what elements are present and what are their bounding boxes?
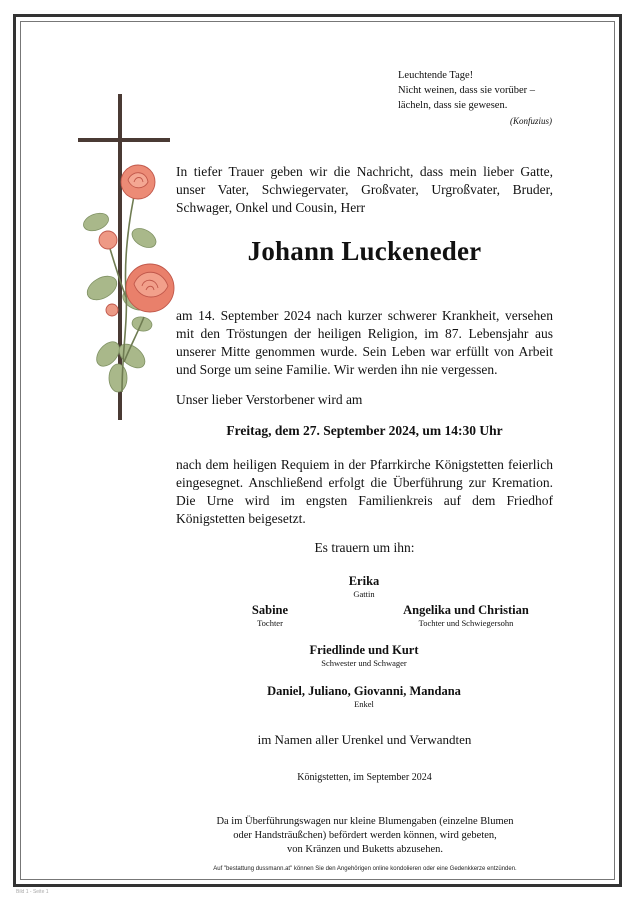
mourner-entry: [210, 603, 330, 629]
mourner-name: Angelika und Christian: [403, 603, 529, 617]
mourner-entry: [304, 574, 424, 600]
flower-notice: [175, 815, 555, 857]
mourner-name: Friedlinde und Kurt: [309, 643, 419, 657]
mourner-name: Daniel, Juliano, Giovanni, Mandana: [267, 684, 461, 698]
mourner-relation: Tochter: [257, 618, 283, 628]
mourner-relation: Schwester und Schwager: [321, 658, 407, 668]
mourner-name: Erika: [348, 574, 380, 588]
quote-line: Leuchtende Tage!: [398, 70, 474, 81]
mourner-relation: Enkel: [354, 699, 374, 709]
service-date: Freitag, dem 27. September 2024, um 14:30 Uhr: [226, 423, 503, 438]
remembrance-line: im Namen aller Urenkel und Verwandten: [257, 732, 472, 747]
quote-line: Nicht weinen, dass sie vorüber –: [398, 85, 536, 96]
intro-text: In tiefer Trauer geben wir die Nachricht, dass mein lieber Gatte, unser Vater, Schwiegervater, Großvater, Urgroßvater, Bruder, Schwager, Onkel und Cousin, Herr: [176, 164, 553, 215]
farewell-intro: Unser lieber Verstorbener wird am: [176, 392, 363, 407]
quote-line: lächeln, dass sie gewesen.: [398, 100, 508, 111]
cross-with-roses-icon: [78, 92, 188, 422]
notice-line: oder Handsträußchen) befördert werden können, wird gebeten,: [233, 830, 497, 841]
mourner-name: Sabine: [251, 603, 289, 617]
deceased-name: Johann Luckeneder: [247, 236, 482, 266]
quote-block: [398, 68, 588, 129]
notice-line: Da im Überführungswagen nur kleine Blumengaben (einzelne Blumen: [216, 816, 514, 827]
mourner-entry: [220, 684, 508, 710]
mourner-entry: [366, 603, 566, 629]
death-text: am 14. September 2024 nach kurzer schwerer Krankheit, versehen mit den Tröstungen der heiligen Religion, im 87. Lebensjahr aus unserer Mitte genommen wurde. Sein Leben war erfüllt von Arbeit und Sorge um seine Familie. Wir werden ihn nie vergessen.: [176, 308, 553, 377]
mourner-entry: [284, 643, 444, 669]
mourner-relation: Gattin: [353, 589, 375, 599]
place-date: Königstetten, im September 2024: [297, 772, 432, 783]
ceremony-text: nach dem heiligen Requiem in der Pfarrkirche Königstetten feierlich eingesegnet. Anschließend erfolgt die Überführung zur Kremation. Die Urne wird im engsten Familienkreis auf dem Friedhof Königstetten beigesetzt.: [176, 457, 553, 526]
quote-source: (Konfuzius): [509, 116, 552, 126]
online-condolence-note: Auf "bestattung dussmann.at" können Sie den Angehörigen online kondolieren oder eine Gedenkkerze entzünden.: [213, 866, 517, 872]
footer-code: Bild 1 - Seite 1: [16, 889, 49, 895]
mourner-relation: Tochter und Schwiegersohn: [418, 618, 514, 628]
mourners-heading: Es trauern um ihn:: [314, 540, 415, 555]
notice-line: von Kränzen und Buketts abzusehen.: [287, 844, 443, 855]
